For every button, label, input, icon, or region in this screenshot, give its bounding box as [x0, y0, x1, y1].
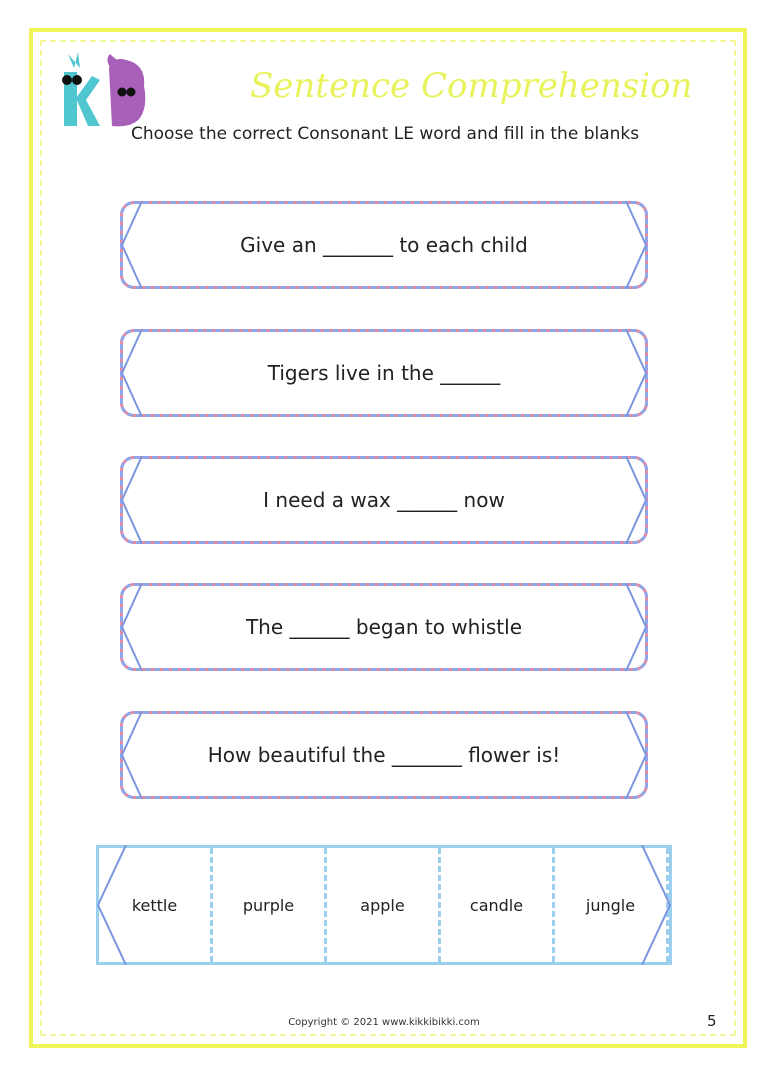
- sentence-box-2: [120, 329, 648, 417]
- left-chevron-icon: [120, 583, 144, 671]
- left-chevron-icon: [120, 711, 144, 799]
- word-bank-item: jungle: [555, 848, 669, 962]
- word-bank-item: candle: [441, 848, 555, 962]
- sentence-text: Give an _______ to each child: [240, 233, 528, 257]
- left-chevron-icon: [120, 329, 144, 417]
- sentence-box-1: [120, 201, 648, 289]
- right-chevron-icon: [624, 201, 648, 289]
- right-chevron-icon: [624, 711, 648, 799]
- page-title: Sentence Comprehension: [250, 66, 693, 106]
- page-number: 5: [707, 1012, 717, 1030]
- kb-logo-icon: [54, 48, 154, 130]
- word-bank: [96, 845, 672, 965]
- word-bank-item: purple: [213, 848, 327, 962]
- copyright: Copyright © 2021 www.kikkibikki.com: [288, 1017, 480, 1028]
- word-bank-item: kettle: [99, 848, 213, 962]
- sentence-text: The ______ began to whistle: [245, 615, 523, 639]
- left-chevron-icon: [120, 201, 144, 289]
- sentence-text: I need a wax ______ now: [263, 488, 505, 512]
- word-bank-item: apple: [327, 848, 441, 962]
- sentence-box-3: [120, 456, 648, 544]
- right-chevron-icon: [640, 845, 672, 965]
- left-chevron-icon: [120, 456, 144, 544]
- sentence-box-4: [120, 583, 648, 671]
- right-chevron-icon: [624, 456, 648, 544]
- instructions: Choose the correct Consonant LE word and fill in the blanks: [131, 124, 640, 144]
- right-chevron-icon: [624, 583, 648, 671]
- right-chevron-icon: [624, 329, 648, 417]
- sentence-text: Tigers live in the ______: [267, 361, 501, 385]
- sentence-text: How beautiful the _______ flower is!: [207, 743, 561, 767]
- sentence-box-5: [120, 711, 648, 799]
